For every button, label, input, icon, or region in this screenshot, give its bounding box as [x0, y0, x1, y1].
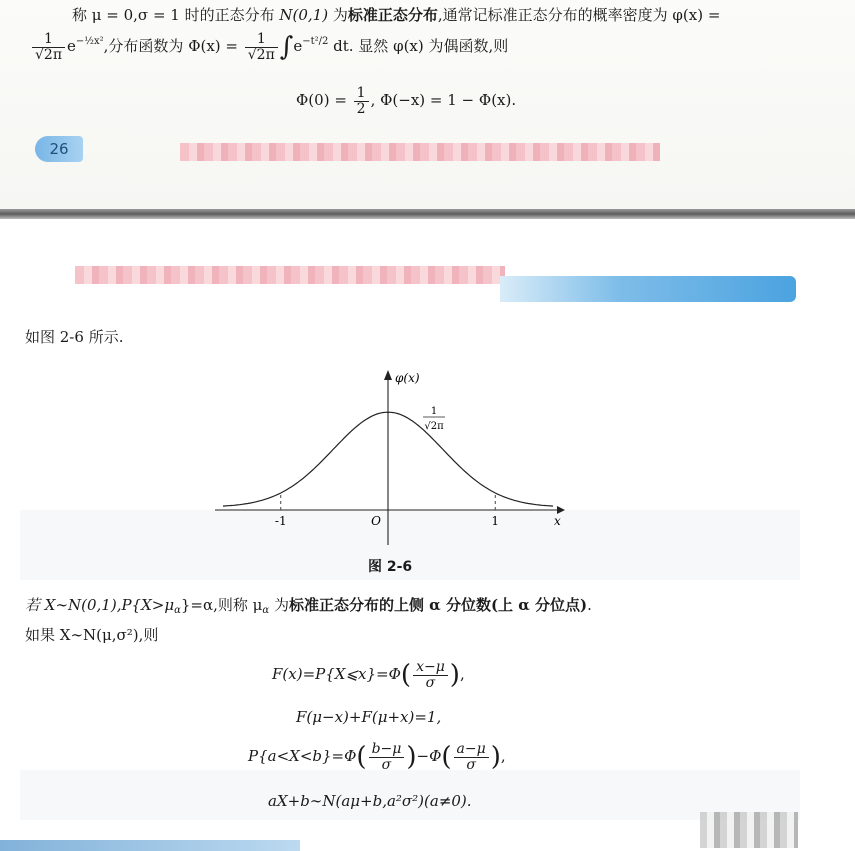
page-gutter: [0, 209, 855, 219]
tick-label-minus-1: -1: [274, 514, 287, 528]
bold-term: 标准正态分布的上侧 α 分位数(上 α 分位点): [288, 596, 588, 614]
fraction: $\frac{1}{√2\pi}$: [32, 32, 65, 62]
exp-e: e: [293, 37, 303, 56]
formula-4: [268, 792, 472, 810]
text: ,分布函数为 Φ(x) =: [103, 37, 243, 56]
top-line-2: [30, 32, 508, 62]
chapter-header-band: [500, 276, 796, 302]
text: N(0,1): [279, 6, 329, 24]
x-axis-arrow: [557, 506, 565, 514]
text: 如图 2-6 所示.: [25, 328, 124, 346]
text: 为: [328, 6, 348, 24]
text: ,: [459, 665, 465, 684]
top-line-3: [296, 86, 516, 116]
exp-e: e: [67, 37, 76, 56]
intro-line: [25, 326, 123, 347]
formula-1: F(x)=P{X⩽x}=Φ( $\frac{x-\mu}{\sigma}$ ),: [272, 659, 465, 691]
figure-caption: 图 2-6: [368, 559, 413, 575]
redacted-footer: [180, 143, 660, 161]
page-number-badge: [35, 136, 83, 162]
peak-label-denominator: √2π: [424, 421, 444, 432]
formula-2: [296, 708, 441, 726]
text: 称 μ = 0,σ = 1 时的正态分布: [72, 6, 280, 24]
bold-term: 标准正态分布: [347, 6, 438, 24]
subscript: α: [174, 605, 181, 616]
text: Φ(0) =: [296, 91, 352, 110]
text: ,通常记标准正态分布的概率密度为 φ(x) =: [437, 6, 721, 24]
normal-density-figure: [205, 360, 575, 550]
fraction: $\frac{a-\mu}{\sigma}$: [454, 742, 489, 772]
fraction: $\frac{x-\mu}{\sigma}$: [413, 660, 448, 690]
fraction: $\frac{b-\mu}{\sigma}$: [369, 742, 405, 772]
text: aX+b∼N(aμ+b,a²σ²)(a≠0).: [268, 792, 472, 810]
formula-3: P{a<X<b}=Φ( $\frac{b-\mu}{\sigma}$ )−Φ( $\frac{a-\mu}{\sigma}$ ),: [248, 741, 506, 773]
fraction: $\frac{1}{√2\pi}$: [245, 32, 278, 62]
if-line: [25, 624, 158, 645]
exponent: −t²/2: [302, 36, 329, 48]
fraction: $\frac{1}{2}$: [354, 86, 369, 116]
text: .: [587, 596, 592, 614]
subscript: α: [262, 605, 270, 616]
text: }=α,则称 μ: [180, 596, 263, 614]
tick-label-plus-1: 1: [491, 514, 500, 528]
redacted-header: [75, 266, 505, 284]
text: , Φ(−x) = 1 − Φ(x).: [370, 91, 517, 110]
integral-sign: ∫: [279, 32, 294, 63]
text: F(μ−x)+F(μ+x)=1,: [296, 708, 442, 726]
text: 如果 X∼N(μ,σ²),则: [25, 626, 159, 644]
next-section-heading-edge: [0, 840, 300, 851]
page-number: 26: [49, 140, 69, 158]
origin-label: O: [371, 514, 381, 528]
axes: [215, 370, 565, 545]
text: −Φ: [416, 747, 442, 766]
y-axis-label: φ(x): [395, 371, 420, 385]
quantile-definition: [25, 594, 592, 616]
y-axis-arrow: [384, 370, 392, 380]
text: ,: [500, 747, 506, 766]
pixelated-mark: [700, 812, 798, 848]
text: 若 X∼N(0,1),P{X>μ: [25, 596, 175, 614]
text: 为: [269, 596, 289, 614]
text: dt. 显然 φ(x) 为偶函数,则: [328, 37, 509, 56]
text: P{a<X<b}=Φ: [248, 747, 357, 766]
text: F(x)=P{X⩽x}=Φ: [272, 665, 401, 684]
peak-label-numerator: 1: [430, 406, 438, 417]
top-line-1: [72, 4, 720, 25]
exponent: −½x²: [75, 36, 104, 48]
x-axis-label: x: [554, 514, 561, 528]
